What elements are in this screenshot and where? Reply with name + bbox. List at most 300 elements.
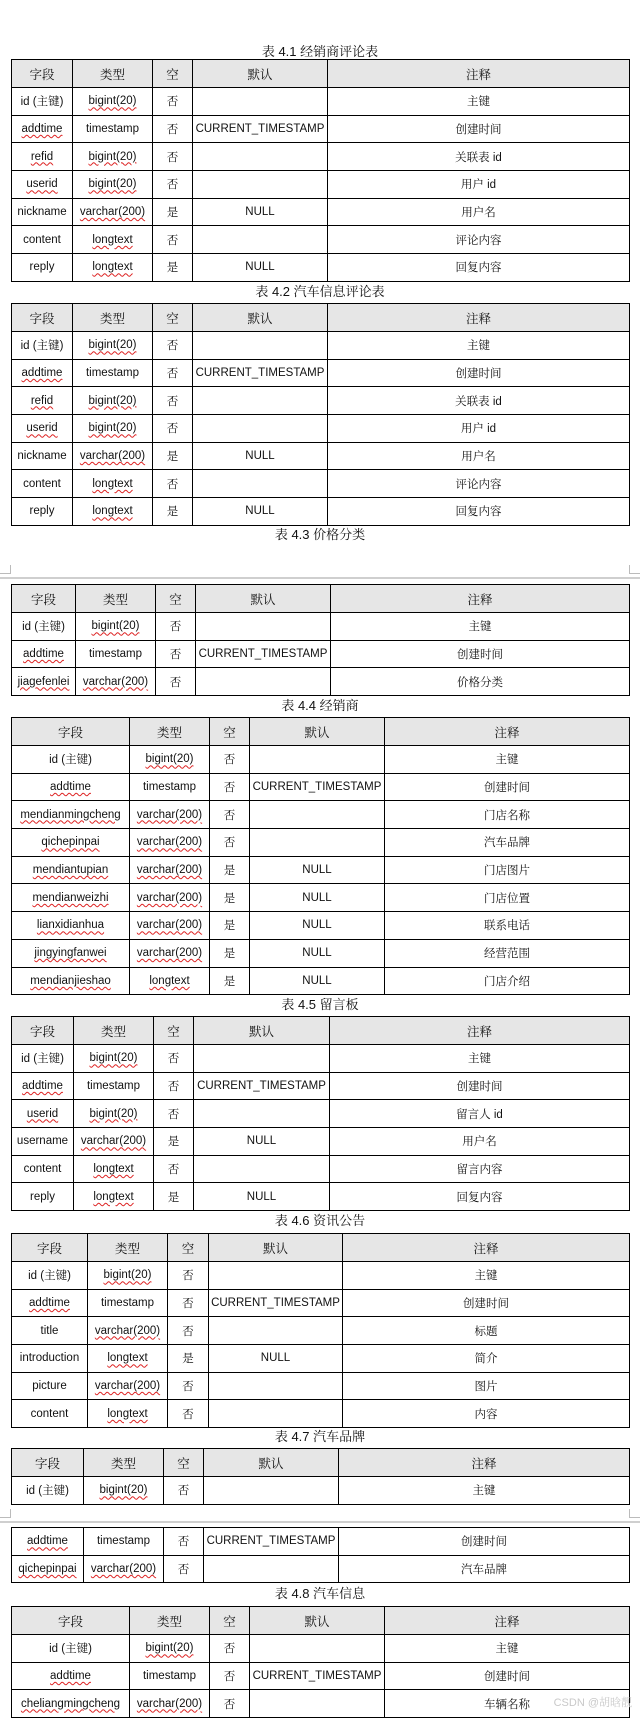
cell-default xyxy=(250,912,385,940)
cell-text: 留言人 id xyxy=(456,1108,503,1121)
cell-field xyxy=(12,1662,130,1690)
cell-field xyxy=(12,1477,84,1505)
cell-type xyxy=(74,1100,154,1128)
cell-text: CURRENT_TIMESTAMP xyxy=(206,1535,336,1548)
table-row xyxy=(12,226,630,254)
cell-text: varchar(200) xyxy=(80,1135,147,1148)
cell-default xyxy=(204,1528,339,1556)
cell-type xyxy=(130,801,210,829)
table-row xyxy=(12,801,630,829)
cell-text: longtext xyxy=(92,261,133,274)
cell-nullable xyxy=(154,1155,194,1183)
cell-field xyxy=(12,1635,130,1663)
cell-type xyxy=(74,1183,154,1211)
cell-type xyxy=(130,967,210,995)
table-row xyxy=(12,1528,630,1556)
cell-text: timestamp xyxy=(88,648,143,661)
table-caption: 表 4.2 汽车信息评论表 xyxy=(255,284,385,299)
cell-comment xyxy=(328,171,630,199)
cell-default xyxy=(194,1100,330,1128)
cell-default xyxy=(193,171,328,199)
cell-comment xyxy=(385,856,630,884)
header-row xyxy=(12,1449,630,1477)
cell-text: 否 xyxy=(166,395,179,408)
schema-table xyxy=(11,1233,630,1428)
cell-text: CURRENT_TIMESTAMP xyxy=(252,1670,382,1683)
cell-comment xyxy=(328,359,630,387)
schema-table xyxy=(11,59,630,282)
header-field: 字段 xyxy=(12,60,73,88)
table-row xyxy=(12,1128,630,1156)
cell-text: addtime xyxy=(50,781,91,794)
cell-text: timestamp xyxy=(96,1535,151,1548)
cell-text: NULL xyxy=(245,450,275,463)
table-row xyxy=(12,442,630,470)
cell-comment xyxy=(385,1662,630,1690)
cell-field xyxy=(12,1555,84,1583)
cell-text: refid xyxy=(30,150,54,163)
cell-comment xyxy=(385,1635,630,1663)
table-row xyxy=(12,912,630,940)
cell-text: 否 xyxy=(223,782,236,795)
table-caption: 表 4.6 资讯公告 xyxy=(274,1213,366,1228)
cell-text: longtext xyxy=(93,1190,134,1203)
cell-text: bigint(20) xyxy=(89,1052,138,1065)
header-comment: 注释 xyxy=(343,1234,630,1262)
cell-text: bigint(20) xyxy=(103,1269,152,1282)
cell-default xyxy=(196,613,331,641)
cell-text: addtime xyxy=(23,648,64,661)
cell-default xyxy=(194,1045,330,1073)
cell-comment xyxy=(328,332,630,360)
cell-nullable xyxy=(153,332,193,360)
cell-nullable xyxy=(210,1690,250,1718)
cell-field xyxy=(12,668,76,696)
cell-type xyxy=(74,1045,154,1073)
cell-text: 否 xyxy=(177,1536,190,1549)
cell-text: 否 xyxy=(177,1485,190,1498)
table-row xyxy=(12,143,630,171)
cell-text: 否 xyxy=(223,809,236,822)
cell-nullable xyxy=(210,773,250,801)
cell-text: varchar(200) xyxy=(136,836,203,849)
cell-text: addtime xyxy=(22,1080,63,1093)
cell-text: 否 xyxy=(182,1408,194,1421)
header-row xyxy=(12,304,630,332)
header-comment: 注释 xyxy=(328,60,630,88)
cell-nullable xyxy=(153,254,193,282)
table-row xyxy=(12,359,630,387)
cell-type xyxy=(73,198,153,226)
header-row xyxy=(12,1607,630,1635)
cell-text: NULL xyxy=(246,1135,277,1148)
cell-comment xyxy=(331,613,630,641)
cell-default xyxy=(193,359,328,387)
cell-text: 主键 xyxy=(468,1053,491,1066)
cell-default xyxy=(209,1317,343,1345)
cell-default xyxy=(250,801,385,829)
cell-field xyxy=(12,1045,74,1073)
cell-text: 否 xyxy=(182,1298,194,1311)
cell-field xyxy=(12,415,73,443)
cell-text: 汽车品牌 xyxy=(484,837,530,850)
cell-text: 用户 id xyxy=(460,179,497,192)
cell-nullable xyxy=(153,359,193,387)
cell-default xyxy=(250,1690,385,1718)
cell-text: lianxidianhua xyxy=(36,919,105,932)
cell-type xyxy=(84,1555,164,1583)
cell-type xyxy=(74,1072,154,1100)
header-row xyxy=(12,60,630,88)
cell-type xyxy=(84,1477,164,1505)
cell-comment xyxy=(385,939,630,967)
header-nullable: 空 xyxy=(156,585,196,613)
cell-type xyxy=(130,1635,210,1663)
cell-text: longtext xyxy=(92,477,133,490)
cell-default xyxy=(250,967,385,995)
cell-type xyxy=(130,1662,210,1690)
cell-field xyxy=(12,801,130,829)
cell-text: 主键 xyxy=(474,1270,498,1283)
header-type: 类型 xyxy=(76,585,156,613)
cell-default xyxy=(209,1289,343,1317)
table-row xyxy=(12,88,630,116)
cell-default xyxy=(193,115,328,143)
cell-text: 联系电话 xyxy=(484,920,530,933)
cell-nullable xyxy=(168,1289,209,1317)
cell-field xyxy=(12,498,73,526)
cell-text: timestamp xyxy=(86,1080,141,1093)
cell-text: CURRENT_TIMESTAMP xyxy=(197,1080,326,1093)
header-type: 类型 xyxy=(84,1449,164,1477)
cell-text: 是 xyxy=(166,262,179,275)
header-comment: 注释 xyxy=(385,1607,630,1635)
cell-text: NULL xyxy=(246,1190,277,1203)
cell-text: timestamp xyxy=(85,123,140,136)
cell-text: title xyxy=(40,1324,59,1337)
cell-default xyxy=(196,640,331,668)
cell-comment xyxy=(343,1372,630,1400)
cell-text: picture xyxy=(32,1380,67,1393)
cell-comment xyxy=(385,773,630,801)
cell-text: 创建时间 xyxy=(484,782,530,795)
cell-nullable xyxy=(153,115,193,143)
cell-type xyxy=(130,856,210,884)
cell-text: 否 xyxy=(167,1053,180,1066)
header-default: 默认 xyxy=(250,1607,385,1635)
table-row xyxy=(12,1635,630,1663)
cell-text: 内容 xyxy=(474,1408,498,1421)
cell-text: 否 xyxy=(223,754,236,767)
schema-table xyxy=(11,584,630,696)
cell-text: 否 xyxy=(166,423,179,436)
cell-type xyxy=(73,171,153,199)
cell-text: 关联表 id xyxy=(455,151,502,164)
table-row xyxy=(12,884,630,912)
cell-field xyxy=(12,442,73,470)
cell-field xyxy=(12,171,73,199)
cell-field xyxy=(12,1372,88,1400)
cell-nullable xyxy=(168,1317,209,1345)
table-row xyxy=(12,1262,630,1290)
table-row xyxy=(12,668,630,696)
cell-comment xyxy=(330,1183,630,1211)
cell-text: nickname xyxy=(17,450,67,463)
cell-text: reply xyxy=(30,1190,55,1203)
table-row xyxy=(12,387,630,415)
cell-field xyxy=(12,1100,74,1128)
cell-type xyxy=(130,1690,210,1718)
cell-nullable xyxy=(153,226,193,254)
cell-text: varchar(200) xyxy=(94,1380,161,1393)
cell-type xyxy=(88,1317,168,1345)
header-type: 类型 xyxy=(74,1017,154,1045)
schema-table xyxy=(11,1016,630,1211)
cell-text: 主键 xyxy=(495,754,519,767)
cell-comment xyxy=(328,470,630,498)
cell-type xyxy=(130,912,210,940)
cell-type xyxy=(73,226,153,254)
cell-text: bigint(20) xyxy=(88,178,137,191)
table-caption: 表 4.7 汽车品牌 xyxy=(274,1429,366,1444)
cell-text: 否 xyxy=(169,676,182,689)
cell-text: varchar(200) xyxy=(94,1324,161,1337)
cell-text: userid xyxy=(26,1107,59,1120)
cell-default xyxy=(204,1555,339,1583)
header-default: 默认 xyxy=(209,1234,343,1262)
cell-text: reply xyxy=(29,261,55,274)
cell-text: 是 xyxy=(166,506,179,519)
cell-text: 否 xyxy=(169,649,182,662)
cell-text: 简介 xyxy=(474,1353,498,1366)
cell-nullable xyxy=(210,1662,250,1690)
cell-nullable xyxy=(153,498,193,526)
cell-default xyxy=(250,829,385,857)
cell-default xyxy=(250,1662,385,1690)
cell-text: userid xyxy=(26,422,58,435)
cell-text: bigint(20) xyxy=(91,620,140,633)
cell-text: 否 xyxy=(177,1564,190,1577)
header-nullable: 空 xyxy=(210,1607,250,1635)
cell-text: timestamp xyxy=(100,1297,155,1310)
cell-text: 车辆名称 xyxy=(484,1698,530,1711)
header-row xyxy=(12,718,630,746)
cell-default xyxy=(193,442,328,470)
cell-type xyxy=(88,1372,168,1400)
cell-type xyxy=(88,1289,168,1317)
cell-comment xyxy=(328,254,630,282)
table-row xyxy=(12,470,630,498)
cell-field xyxy=(12,613,76,641)
cell-nullable xyxy=(210,967,250,995)
table-row xyxy=(12,746,630,774)
cell-text: addtime xyxy=(21,367,63,380)
table-row xyxy=(12,829,630,857)
cell-text: 否 xyxy=(223,837,236,850)
cell-text: 否 xyxy=(166,234,179,247)
cell-text: id (主键) xyxy=(22,621,65,634)
header-default: 默认 xyxy=(193,304,328,332)
cell-text: 标题 xyxy=(474,1325,498,1338)
cell-text: jingyingfanwei xyxy=(34,947,107,960)
cell-text: 主键 xyxy=(472,1485,496,1498)
cell-nullable xyxy=(154,1100,194,1128)
cell-text: 评论内容 xyxy=(455,234,502,247)
cell-text: 创建时间 xyxy=(456,1081,503,1094)
cell-text: CURRENT_TIMESTAMP xyxy=(211,1297,340,1310)
header-field: 字段 xyxy=(12,1017,74,1045)
cell-text: longtext xyxy=(92,233,133,246)
header-row xyxy=(12,585,630,613)
cell-default xyxy=(250,1635,385,1663)
cell-text: 否 xyxy=(182,1270,194,1283)
header-type: 类型 xyxy=(73,60,153,88)
cell-field xyxy=(12,1345,88,1373)
cell-text: NULL xyxy=(302,864,332,877)
cell-text: NULL xyxy=(302,947,332,960)
cell-nullable xyxy=(156,668,196,696)
cell-text: 回复内容 xyxy=(456,1191,503,1204)
cell-text: qichepinpai xyxy=(18,1563,77,1576)
table-row xyxy=(12,640,630,668)
cell-text: longtext xyxy=(92,505,133,518)
table-row xyxy=(12,856,630,884)
cell-text: bigint(20) xyxy=(89,1107,138,1120)
cell-text: introduction xyxy=(19,1352,80,1365)
cell-type xyxy=(88,1400,168,1428)
cell-text: 是 xyxy=(167,1191,180,1204)
cell-text: varchar(200) xyxy=(136,1697,203,1710)
cell-field xyxy=(12,198,73,226)
cell-comment xyxy=(343,1317,630,1345)
cell-text: jiagefenlei xyxy=(17,675,70,688)
cell-text: bigint(20) xyxy=(145,1642,194,1655)
cell-text: 否 xyxy=(166,151,179,164)
cell-default xyxy=(209,1372,343,1400)
schema-table xyxy=(11,1527,630,1583)
cell-type xyxy=(84,1528,164,1556)
cell-comment xyxy=(343,1400,630,1428)
cell-type xyxy=(73,387,153,415)
cell-comment xyxy=(385,829,630,857)
header-default: 默认 xyxy=(204,1449,339,1477)
cell-field xyxy=(12,143,73,171)
cell-comment xyxy=(328,442,630,470)
cell-text: mendianweizhi xyxy=(32,891,109,904)
header-nullable: 空 xyxy=(210,718,250,746)
cell-text: 否 xyxy=(167,1164,180,1177)
cell-type xyxy=(73,254,153,282)
cell-type xyxy=(73,415,153,443)
cell-default xyxy=(194,1128,330,1156)
cell-field xyxy=(12,226,73,254)
page-corner-mark xyxy=(629,565,640,574)
cell-text: 否 xyxy=(223,1671,236,1684)
cell-text: timestamp xyxy=(85,367,140,380)
cell-field xyxy=(12,1690,130,1718)
cell-text: 否 xyxy=(167,1108,180,1121)
cell-text: addtime xyxy=(27,1535,68,1548)
cell-nullable xyxy=(168,1400,209,1428)
table-caption: 表 4.1 经销商评论表 xyxy=(261,44,379,59)
cell-comment xyxy=(330,1128,630,1156)
header-field: 字段 xyxy=(12,1607,130,1635)
cell-nullable xyxy=(210,856,250,884)
cell-type xyxy=(73,498,153,526)
table-row xyxy=(12,1690,630,1718)
cell-nullable xyxy=(164,1477,204,1505)
cell-text: 否 xyxy=(166,340,179,353)
cell-text: NULL xyxy=(302,974,332,987)
cell-text: 创建时间 xyxy=(455,124,502,137)
cell-text: 主键 xyxy=(495,1643,519,1656)
cell-text: NULL xyxy=(302,919,332,932)
cell-nullable xyxy=(153,88,193,116)
cell-comment xyxy=(330,1155,630,1183)
cell-text: 否 xyxy=(166,478,179,491)
cell-text: 门店介绍 xyxy=(484,975,530,988)
cell-type xyxy=(88,1345,168,1373)
cell-text: id (主键) xyxy=(20,96,64,109)
cell-text: 否 xyxy=(167,1081,180,1094)
cell-type xyxy=(130,773,210,801)
header-default: 默认 xyxy=(193,60,328,88)
cell-default xyxy=(193,88,328,116)
cell-text: 是 xyxy=(223,865,236,878)
schema-table xyxy=(11,717,630,995)
cell-comment xyxy=(343,1345,630,1373)
cell-default xyxy=(196,668,331,696)
cell-text: timestamp xyxy=(142,781,197,794)
table-row xyxy=(12,1317,630,1345)
cell-text: 门店位置 xyxy=(484,892,530,905)
cell-text: 创建时间 xyxy=(463,1298,509,1311)
cell-default xyxy=(193,415,328,443)
cell-text: content xyxy=(30,1407,69,1420)
cell-field xyxy=(12,939,130,967)
cell-comment xyxy=(339,1555,630,1583)
table-row xyxy=(12,171,630,199)
cell-text: longtext xyxy=(149,974,190,987)
cell-type xyxy=(73,359,153,387)
cell-field xyxy=(12,829,130,857)
cell-field xyxy=(12,640,76,668)
cell-type xyxy=(76,613,156,641)
cell-text: 主键 xyxy=(467,340,490,353)
cell-nullable xyxy=(153,143,193,171)
header-comment: 注释 xyxy=(328,304,630,332)
cell-nullable xyxy=(210,746,250,774)
cell-comment xyxy=(328,143,630,171)
cell-field xyxy=(12,773,130,801)
table-row xyxy=(12,1345,630,1373)
cell-text: username xyxy=(16,1135,69,1148)
cell-field xyxy=(12,1128,74,1156)
table-row xyxy=(12,967,630,995)
cell-type xyxy=(130,884,210,912)
cell-text: bigint(20) xyxy=(88,422,137,435)
cell-comment xyxy=(343,1262,630,1290)
cell-type xyxy=(76,668,156,696)
cell-text: varchar(200) xyxy=(136,947,203,960)
cell-default xyxy=(193,143,328,171)
cell-nullable xyxy=(164,1528,204,1556)
cell-nullable xyxy=(164,1555,204,1583)
cell-text: longtext xyxy=(107,1407,148,1420)
cell-default xyxy=(250,746,385,774)
cell-default xyxy=(193,254,328,282)
cell-field xyxy=(12,1528,84,1556)
